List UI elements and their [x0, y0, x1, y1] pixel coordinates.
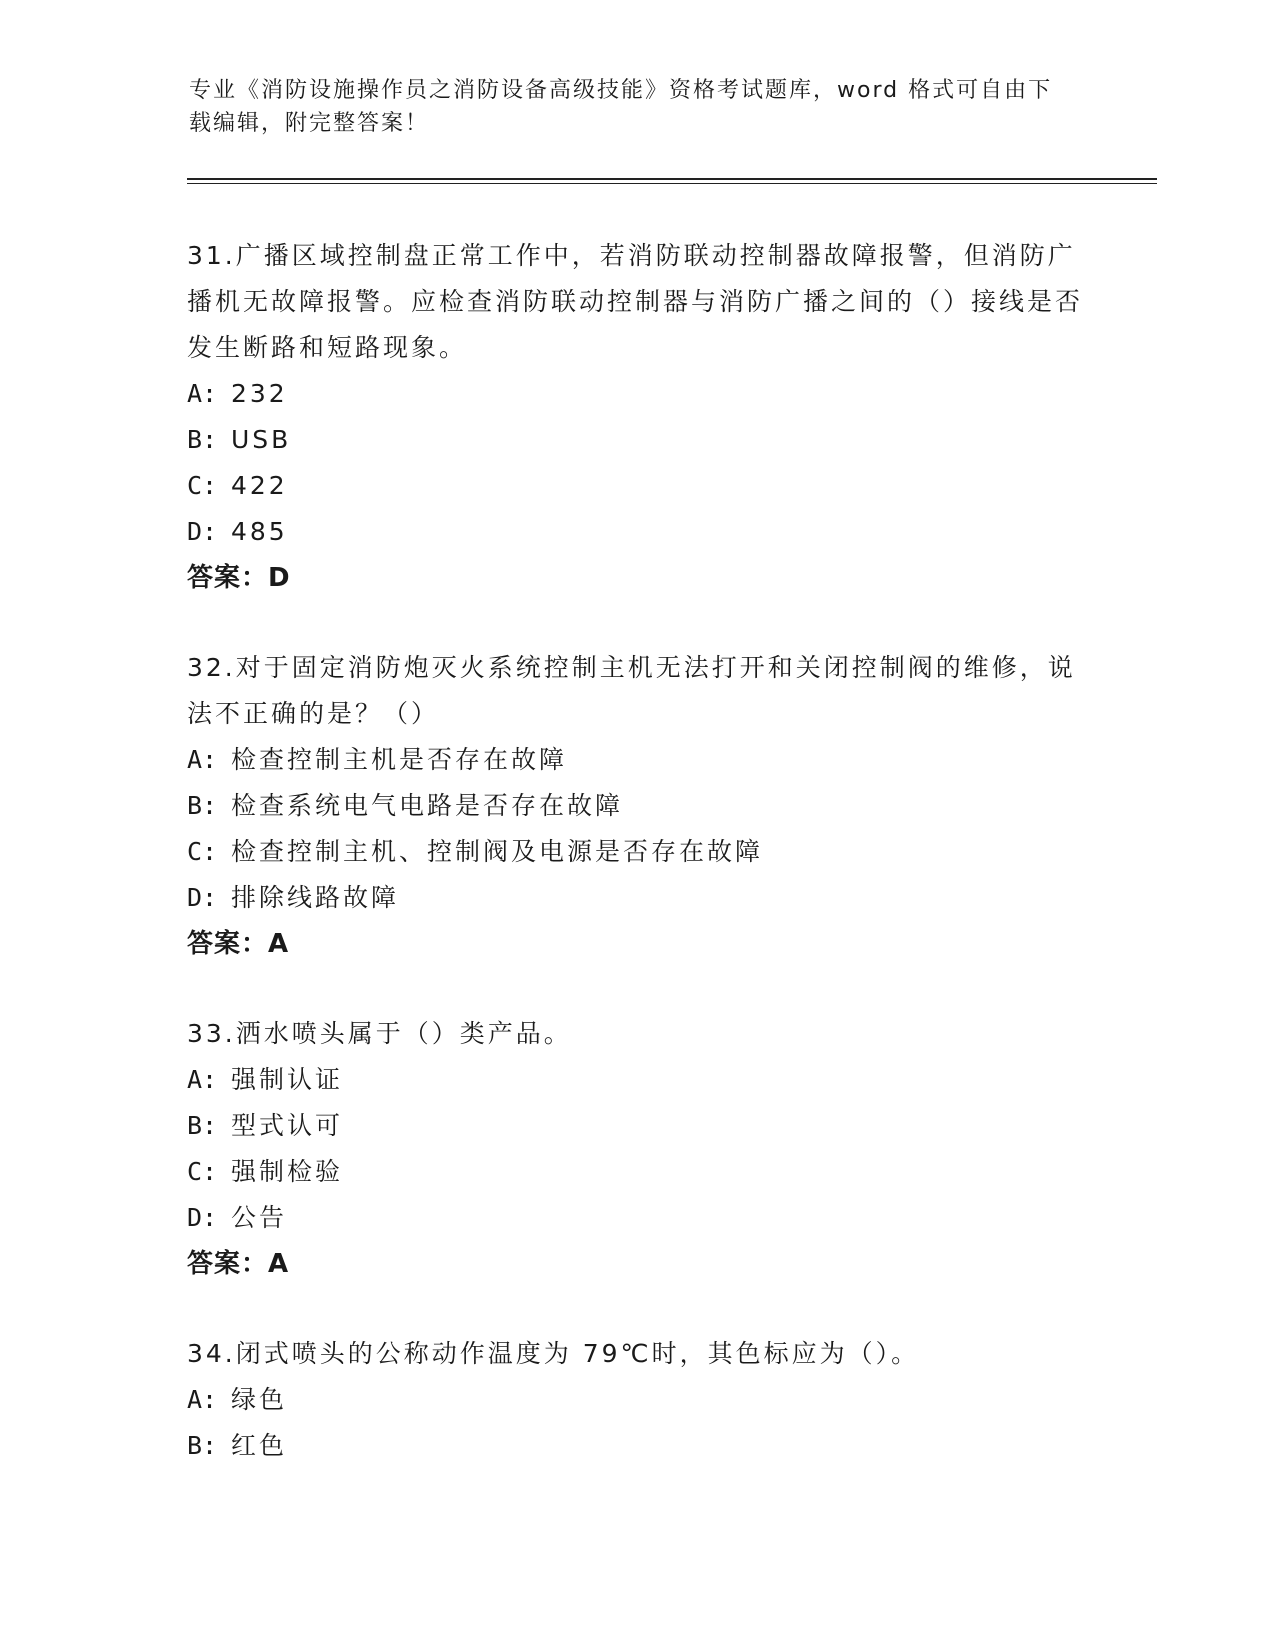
option-key: D:	[187, 517, 218, 546]
option-text: 红色	[231, 1431, 288, 1460]
option-d	[187, 509, 1087, 555]
option-key: C:	[187, 1157, 218, 1186]
option-key: B:	[187, 425, 218, 454]
answer-label: 答案：D	[187, 563, 291, 593]
question-stem: 34.闭式喷头的公称动作温度为 79℃时，其色标应为（）。	[187, 1339, 920, 1368]
option-a	[187, 1377, 1087, 1423]
question-stem: 32.对于固定消防炮灭火系统控制主机无法打开和关闭控制阀的维修，说法不正确的是？（）	[187, 653, 1076, 728]
option-a	[187, 1057, 1087, 1103]
option-text: 检查控制主机、控制阀及电源是否存在故障	[231, 837, 764, 866]
question-31	[187, 233, 1087, 601]
question-33	[187, 1011, 1087, 1287]
option-text: 485	[231, 517, 288, 546]
question-stem: 33.洒水喷头属于（）类产品。	[187, 1019, 572, 1048]
option-c	[187, 1149, 1087, 1195]
option-text: 检查控制主机是否存在故障	[231, 745, 568, 774]
option-b	[187, 783, 1087, 829]
option-text: 强制检验	[231, 1157, 344, 1186]
option-d	[187, 875, 1087, 921]
option-text: USB	[231, 425, 292, 454]
option-key: C:	[187, 837, 218, 866]
header-divider	[187, 178, 1157, 184]
option-text: 绿色	[231, 1385, 288, 1414]
answer-label: 答案：A	[187, 929, 290, 959]
option-text: 型式认可	[231, 1111, 344, 1140]
option-b	[187, 417, 1087, 463]
option-text: 排除线路故障	[231, 883, 400, 912]
option-key: D:	[187, 883, 218, 912]
question-32	[187, 645, 1087, 967]
option-key: A:	[187, 379, 218, 408]
option-a	[187, 371, 1087, 417]
option-key: A:	[187, 1065, 218, 1094]
document-header	[189, 74, 1069, 140]
question-stem: 31.广播区域控制盘正常工作中，若消防联动控制器故障报警，但消防广播机无故障报警。应检查消防联动控制器与消防广播之间的（）接线是否发生断路和短路现象。	[187, 241, 1084, 362]
option-text: 公告	[231, 1203, 288, 1232]
answer-label: 答案：A	[187, 1249, 290, 1279]
option-a	[187, 737, 1087, 783]
option-d	[187, 1195, 1087, 1241]
option-key: C:	[187, 471, 218, 500]
option-c	[187, 829, 1087, 875]
question-34	[187, 1331, 1087, 1469]
option-key: A:	[187, 1385, 218, 1414]
option-key: B:	[187, 791, 218, 820]
option-text: 422	[231, 471, 288, 500]
option-b	[187, 1103, 1087, 1149]
option-text: 232	[231, 379, 288, 408]
option-b	[187, 1423, 1087, 1469]
option-text: 检查系统电气电路是否存在故障	[231, 791, 624, 820]
option-text: 强制认证	[231, 1065, 344, 1094]
option-key: B:	[187, 1111, 218, 1140]
header-title: 专业《消防设施操作员之消防设备高级技能》资格考试题库，word 格式可自由下载编辑，附完整答案！	[189, 78, 1053, 136]
option-c	[187, 463, 1087, 509]
option-key: B:	[187, 1431, 218, 1460]
option-key: D:	[187, 1203, 218, 1232]
option-key: A:	[187, 745, 218, 774]
